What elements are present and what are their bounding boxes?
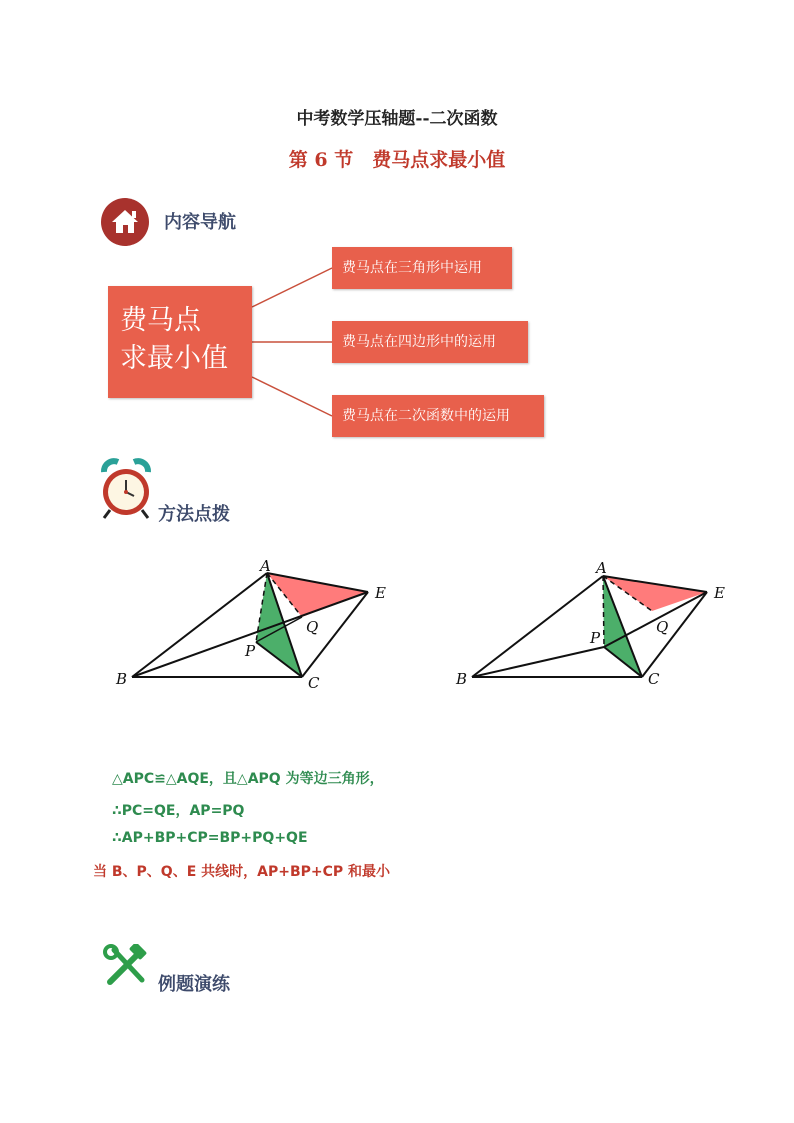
nav-center-line2: 求最小值 [120, 343, 228, 374]
page-subtitle: 第 6 节 费马点求最小值 [288, 149, 506, 171]
label-e: E [714, 584, 725, 602]
nav-item-triangle[interactable]: 费马点在三角形中运用 [332, 247, 512, 289]
label-c: C [648, 670, 660, 688]
label-p: P [245, 642, 256, 660]
label-p: P [590, 629, 601, 647]
label-a: A [596, 559, 607, 577]
label-e: E [375, 584, 386, 602]
examples-section-heading: 例题演练 [158, 974, 230, 995]
nav-section-heading: 内容导航 [164, 212, 236, 233]
nav-center-box [108, 286, 252, 398]
nav-item-quadratic[interactable]: 费马点在二次函数中的运用 [332, 395, 544, 437]
alarm-clock-icon [98, 456, 154, 520]
page-title: 中考数学压轴题--二次函数 [296, 109, 498, 129]
nav-item-quadrilateral[interactable]: 费马点在四边形中的运用 [332, 321, 528, 363]
label-q: Q [656, 618, 669, 636]
proof-line-2: ∴PC=QE，AP=PQ [112, 803, 245, 819]
proof-line-1: △APC≌△AQE，且△APQ 为等边三角形， [112, 771, 384, 787]
label-b: B [456, 670, 468, 688]
proof-line-3: ∴AP+BP+CP=BP+PQ+QE [112, 830, 308, 846]
geometry-figure-2 [450, 555, 750, 695]
triangle-apq [603, 576, 707, 611]
label-c: C [308, 674, 320, 692]
nav-center-line1: 费马点 [120, 305, 201, 336]
label-a: A [260, 557, 271, 575]
method-section-heading: 方法点拨 [158, 504, 230, 525]
tools-icon [102, 944, 150, 988]
label-q: Q [306, 618, 319, 636]
label-b: B [116, 670, 128, 688]
geometry-figure-1 [110, 555, 410, 695]
proof-conclusion: 当 B、P、Q、E 共线时，AP+BP+CP 和最小 [93, 864, 391, 880]
